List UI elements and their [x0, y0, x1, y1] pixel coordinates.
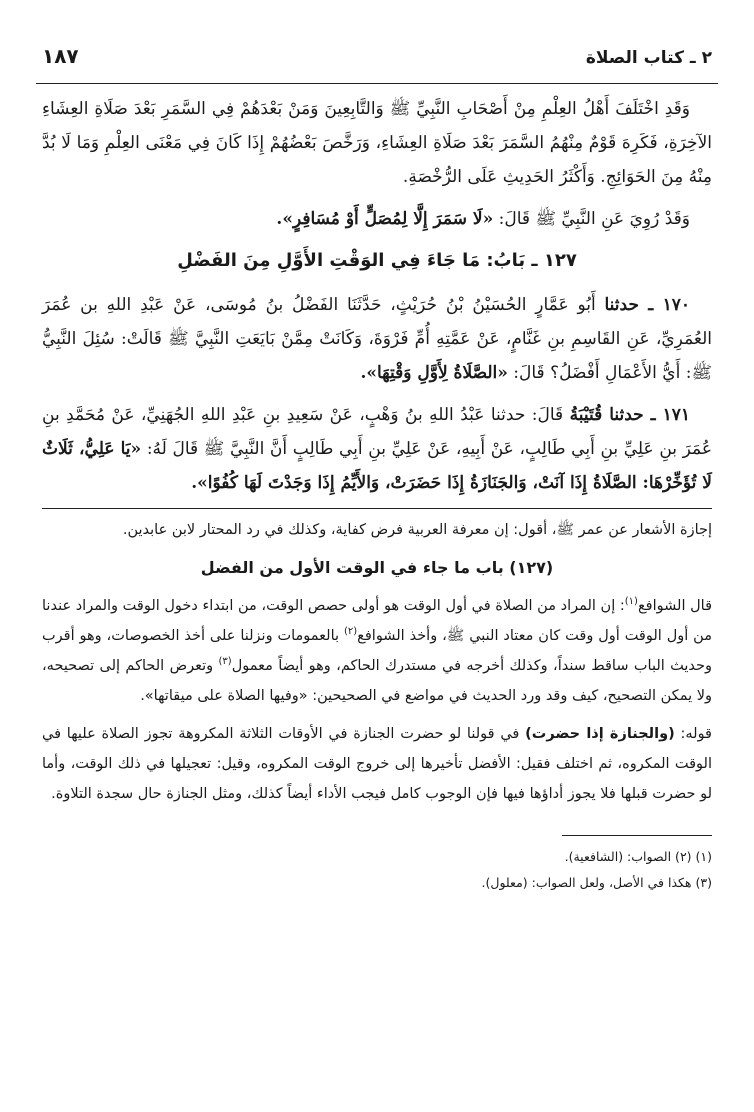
footnotes [36, 844, 718, 896]
book-page [36, 44, 718, 896]
commentary-section [36, 509, 718, 809]
main-text [36, 84, 718, 500]
main-paragraph-1: وَقَدِ اخْتَلَفَ أَهْلُ العِلْمِ مِنْ أَصْحَابِ النَّبِيِّ ﷺ وَالتَّابِعِينَ وَمَنْ بَعْدَهُمْ فِي السَّمَرِ بَعْدَ صَلَاةِ العِشَاءِ الآخِرَةِ، فَكَرِهَ قَوْمٌ مِنْهُمُ السَّمَرَ بَعْدَ صَلَاةِ العِشَاءِ، وَرَخَّصَ بَعْضُهُمْ إِذَا كَانَ فِي مَعْنَى العِلْمِ وَمَا لَا بُدَّ مِنْهُ مِنَ الحَوَائِجِ. وَأَكْثَرُ الحَدِيثِ عَلَى الرُّخْصَةِ. [42, 99, 712, 187]
chapter-heading: ٢ ـ كتاب الصلاة [585, 48, 712, 68]
hadith-171-number: ١٧١ ـ حدثنا قُتَيْبَةُ [569, 405, 691, 425]
commentary-paragraph-1 [42, 591, 712, 711]
footnote-ref-2: (٢) [343, 626, 358, 638]
footnote-ref-1: (١) [624, 596, 638, 608]
footnote-divider [562, 835, 712, 836]
commentary-intro: إجازة الأشعار عن عمر ﷺ، أقول: إن معرفة العربية فرض كفاية، وكذلك في رد المحتار لابن عابدين. [122, 522, 712, 538]
hadith-171 [42, 398, 712, 500]
hadith-170-chain: أَبُو عَمَّارٍ الحُسَيْنُ بْنُ حُرَيْثٍ، حَدَّثَنَا الفَضْلُ بنُ مُوسَى، عَنْ عَبْدِ اللهِ بن عُمَرَ العُمَرِيِّ، عَنِ القَاسِمِ بنِ غَنَّامٍ، عَنْ عَمَّتِهِ أُمِّ فَرْوَةَ، وَكَانَتْ مِمَّنْ بَايَعَتِ النَّبِيَّ ﷺ قَالَتْ: سُئِلَ النَّبِيُّ ﷺ: أَيُّ الأَعْمَالِ أَفْضَلُ؟ قَالَ: [42, 295, 712, 383]
commentary-quoted-phrase: (والجنازة إذا حضرت) [525, 726, 675, 742]
hadith-170-text: «الصَّلَاةُ لِأَوَّلِ وَقْتِهَا». [360, 363, 508, 383]
hadith-170 [42, 288, 712, 390]
footnote-1: (١) (٢) الصواب: (الشافعية). [564, 849, 712, 864]
footnote-ref-3: (٣) [218, 656, 232, 668]
commentary-text: : إن المراد من الصلاة في أول الوقت هو أولى حصص الوقت، من ابتداء دخول الوقت والمراد عندنا من أول الوقت أول وقت كان معتاد النبي ﷺ، وأخذ الشوافع [42, 598, 712, 644]
commentary-text: بالعمومات ونزلنا على أخذ الخصوصات، وهو أقرب وحديث الباب ساقط سنداً، وكذلك أخرجه في مستدرك الحاكم، وهو أيضاً معمول [42, 628, 712, 674]
commentary-text: قوله: [674, 726, 712, 742]
footnote-2: (٣) هكذا في الأصل، ولعل الصواب: (معلول). [481, 875, 712, 890]
page-header [36, 44, 718, 84]
commentary-section-title: (١٢٧) باب ما جاء في الوقت الأول من الفضل [200, 558, 554, 577]
page-number: ١٨٧ [42, 44, 79, 68]
commentary-text: قال الشوافع [637, 598, 713, 614]
commentary-paragraph-2 [42, 719, 712, 809]
hadith-171-chain: قَالَ: حدثنا عَبْدُ اللهِ بنُ وَهْبٍ، عَنْ سَعِيدِ بنِ عَبْدِ اللهِ الجُهَنِيِّ، عَنْ مُحَمَّدِ بنِ عُمَرَ بنِ عَلِيِّ بنِ أَبِي طَالِبٍ، عَنْ أَبِيهِ، عَنْ عَلِيِّ بنِ أَبِي طَالِبٍ أَنَّ النَّبِيَّ ﷺ قَالَ لَهُ: [42, 405, 713, 459]
hadith-170-number: ١٧٠ ـ حدثنا [604, 295, 691, 315]
chapter-127-title: ١٢٧ ـ بَابُ: مَا جَاءَ فِي الوَقْتِ الأَوَّلِ مِنَ الفَضْلِ [177, 250, 577, 271]
prophetic-saying: «لَا سَمَرَ إِلَّا لِمُصَلٍّ أَوْ مُسَافِرٍ». [276, 209, 494, 229]
hadith-171-text: «يَا عَلِيُّ، ثَلَاثٌ لَا تُؤَخِّرْهَا: الصَّلَاةُ إِذَا آنَتْ، وَالجَنَازَةُ إِذَا حَضَرَتْ، وَالأَيِّمُ إِذَا وَجَدْتَ لَهَا كُفُوًا». [42, 439, 712, 493]
narration-lead: وَقَدْ رُوِيَ عَنِ النَّبِيِّ ﷺ قَالَ: [493, 209, 690, 229]
commentary-text: وتعرض الحاكم إلى تصحيحه، ولا يمكن التصحيح، كيف وقد ورد الحديث في مواضع في الصحيحين: «وفيها الصلاة على ميقاتها». [42, 658, 712, 704]
main-paragraph-2 [42, 202, 712, 236]
commentary-text: في قولنا لو حضرت الجنازة في الأوقات الثلاثة المكروهة تجوز الصلاة عليها في الوقت المكروه، ثم اختلف فقيل: الأفضل تأخيرها إلى خروج الوقت المكروه، وقيل: تعجيلها في ذلك الوقت، وأما لو حضرت قبلها فلا يجوز أداؤها فيها فإن الوجوب كامل فيجب الأداء أيضاً كذلك، ومثل الجنازة حال سجدة التلاوة. [42, 726, 712, 802]
